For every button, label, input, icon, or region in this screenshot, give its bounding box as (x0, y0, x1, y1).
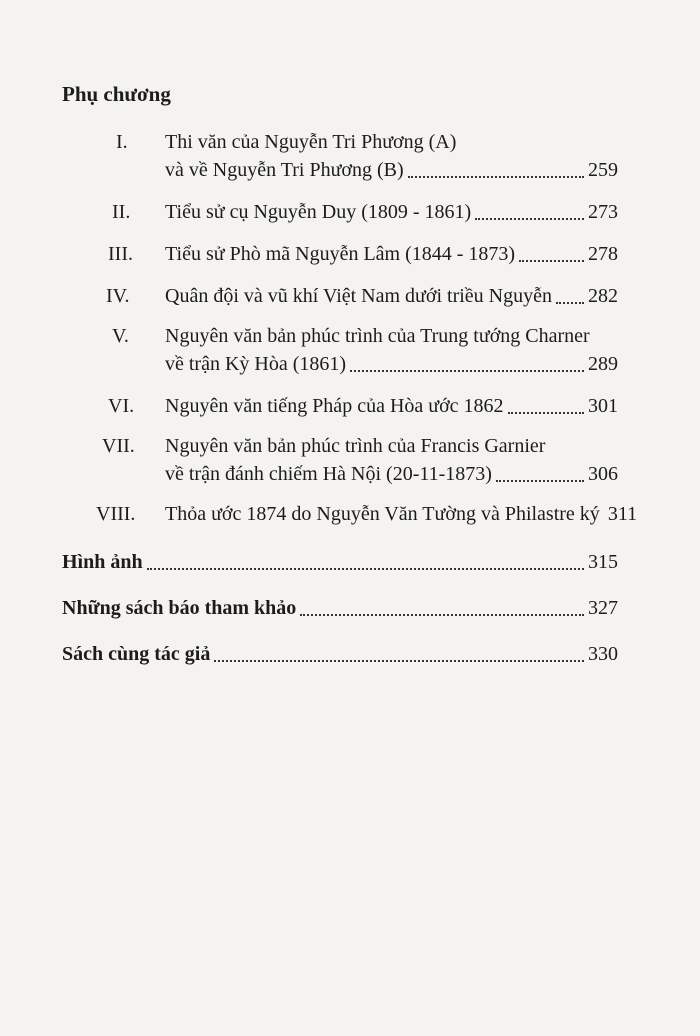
toc-numeral: VII. (102, 435, 135, 457)
toc-entry-title: Nguyên văn tiếng Pháp của Hòa ước 1862 (165, 395, 504, 417)
toc-entry-title: Tiểu sử Phò mã Nguyễn Lâm (1844 - 1873) (165, 243, 516, 265)
toc-page-number: 315 (588, 551, 618, 573)
toc-entry-vi (62, 392, 618, 420)
toc-entry-iii (62, 240, 618, 268)
leader-dots (496, 480, 584, 482)
toc-page-number: 311 (607, 503, 638, 525)
toc-page-number: 289 (588, 353, 618, 375)
toc-entry-title-line1: Nguyên văn bản phúc trình của Francis Garnier (165, 435, 546, 457)
toc-entry-title-line2: và về Nguyễn Tri Phương (B) (165, 159, 404, 181)
toc-numeral: V. (112, 325, 129, 347)
leader-dots (408, 176, 584, 178)
toc-entry-title: Tiểu sử cụ Nguyễn Duy (1809 - 1861) (165, 201, 472, 223)
toc-entry-i (62, 128, 618, 184)
toc-numeral: I. (116, 131, 128, 153)
toc-page-number: 301 (588, 395, 618, 417)
toc-numeral: VIII. (96, 503, 136, 525)
toc-section-same-author (62, 640, 618, 668)
toc-page-number: 306 (588, 463, 618, 485)
toc-page-number: 330 (588, 643, 618, 665)
section-title: Sách cùng tác giả (62, 643, 211, 665)
section-title: Hình ảnh (62, 551, 143, 573)
toc-page-number: 273 (588, 201, 618, 223)
toc-entry-vii (62, 432, 618, 488)
leader-dots (475, 218, 584, 220)
section-title: Những sách báo tham khảo (62, 597, 297, 619)
toc-page-number: 327 (588, 597, 618, 619)
toc-page-number: 282 (588, 285, 618, 307)
toc-numeral: II. (112, 201, 131, 223)
leader-dots (147, 568, 584, 570)
toc-entry-title-line2: về trận Kỳ Hòa (1861) (165, 353, 347, 375)
toc-entry-title-line2: về trận đánh chiếm Hà Nội (20-11-1873) (165, 463, 492, 485)
appendix-heading: Phụ chương (62, 82, 171, 106)
leader-dots (300, 614, 584, 616)
toc-entry-v (62, 322, 618, 378)
toc-entry-title: Thỏa ước 1874 do Nguyễn Văn Tường và Philastre ký (165, 503, 600, 525)
leader-dots (519, 260, 584, 262)
leader-dots (556, 302, 584, 304)
toc-page-number: 259 (588, 159, 618, 181)
toc-entry-title: Quân đội và vũ khí Việt Nam dưới triều Nguyễn (165, 285, 553, 307)
toc-section-hinh-anh (62, 548, 618, 576)
leader-dots (508, 412, 584, 414)
toc-numeral: III. (108, 243, 133, 265)
toc-entry-viii (62, 500, 638, 528)
toc-section-references (62, 594, 618, 622)
toc-entry-iv (62, 282, 618, 310)
toc-entry-title-line1: Nguyên văn bản phúc trình của Trung tướng Charner (165, 325, 590, 347)
leader-dots (350, 370, 584, 372)
toc-numeral: IV. (106, 285, 130, 307)
toc-numeral: VI. (108, 395, 135, 417)
toc-page-number: 278 (588, 243, 618, 265)
toc-entry-title-line1: Thi văn của Nguyễn Tri Phương (A) (165, 131, 457, 153)
leader-dots (214, 660, 584, 662)
toc-entry-ii (62, 198, 618, 226)
